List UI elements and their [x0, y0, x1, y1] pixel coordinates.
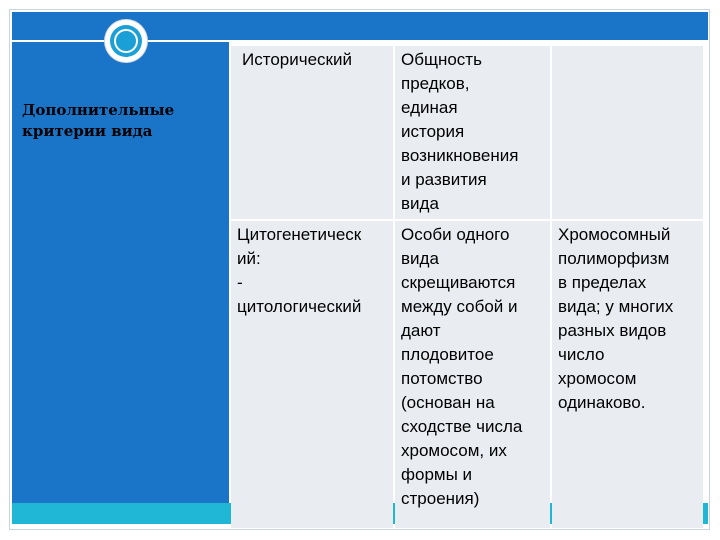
row2-criterion: Цитогенетическ ий: - цитологический [237, 225, 362, 316]
row2-example-cell [552, 221, 703, 528]
row1-criterion: Исторический [242, 50, 352, 69]
row2-definition-cell [395, 221, 550, 528]
row1-example-cell [552, 46, 703, 219]
row2-definition: Особи одного вида скрещиваются между собой и дают плодовитое потомство (основан на сходстве числа хромосом, их формы и строения) [401, 225, 523, 508]
circle-logo-icon [105, 20, 147, 62]
row2-example: Хромосомный полиморфизм в пределах вида; у многих разных видов число хромосом одинаково. [558, 225, 674, 412]
row1-criterion-cell [231, 46, 393, 219]
row2-criterion-cell [231, 221, 393, 528]
slide-title-text: Дополнительные критерии вида [22, 101, 175, 140]
slide-title [22, 100, 222, 142]
row1-definition-cell [395, 46, 550, 219]
row1-definition: Общность предков, единая история возникновения и развития вида [401, 50, 519, 213]
